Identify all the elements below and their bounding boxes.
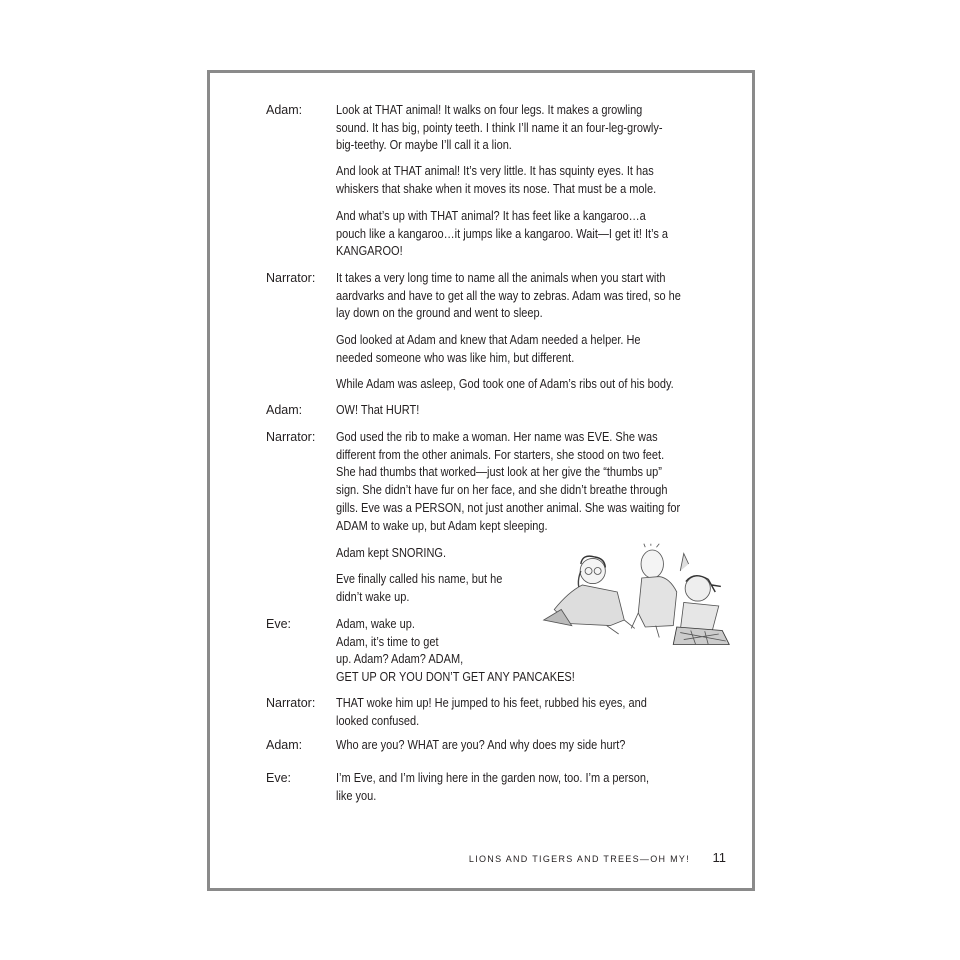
text-line: Eve finally called his name, but he — [336, 572, 503, 586]
dialogue-text — [336, 102, 663, 155]
text-line: THAT woke him up! He jumped to his feet, rubbed his eyes, and — [336, 696, 647, 710]
text-line: It takes a very long time to name all the animals when you start with — [336, 271, 666, 285]
dialogue-text — [336, 571, 502, 606]
text-line: sign. She didn’t have fur on her face, and she didn’t breathe through — [336, 483, 668, 498]
text-line: Who are you? WHAT are you? And why does my side hurt? — [336, 738, 626, 752]
text-line: gills. Eve was a PERSON, not just another animal. She was waiting for — [336, 500, 681, 515]
text-line: sound. It has big, pointy teeth. I think I’ll name it an four-leg-growly- — [336, 120, 663, 135]
dialogue-text — [336, 429, 680, 535]
text-line: God used the rib to make a woman. Her name was EVE. She was — [336, 430, 658, 444]
dialogue-text — [336, 208, 668, 261]
dialogue-text — [336, 545, 446, 563]
text-line: While Adam was asleep, God took one of Adam’s ribs out of his body. — [336, 377, 674, 391]
text-line: Look at THAT animal! It walks on four legs. It makes a growling — [336, 103, 643, 117]
text-line: needed someone who was like him, but different. — [336, 350, 575, 365]
text-line: And what’s up with THAT animal? It has feet like a kangaroo…a — [336, 209, 646, 223]
dialogue-text — [336, 770, 649, 805]
speaker-label: Adam: — [266, 738, 303, 752]
dialogue-text — [336, 616, 575, 687]
text-line: And look at THAT animal! It’s very little. It has squinty eyes. It has — [336, 164, 654, 178]
text-line: pouch like a kangaroo…it jumps like a kangaroo. Wait—I get it! It’s a — [336, 226, 669, 241]
text-line: different from the other animals. For starters, she stood on two feet. — [336, 447, 665, 462]
text-line: KANGAROO! — [336, 244, 403, 259]
speaker-label: Eve: — [266, 617, 292, 631]
running-title: LIONS AND TIGERS AND TREES—OH MY! — [468, 854, 690, 864]
text-line: whiskers that shake when it moves its nose. That must be a mole. — [336, 181, 657, 196]
text-line: big-teethy. Or maybe I’ll call it a lion. — [336, 138, 512, 153]
dialogue-text — [336, 332, 641, 367]
speaker-label: Narrator: — [266, 430, 316, 444]
book-page — [207, 70, 755, 891]
text-line: I’m Eve, and I’m living here in the garden now, too. I’m a person, — [336, 771, 650, 785]
text-line: God looked at Adam and knew that Adam needed a helper. He — [336, 333, 641, 347]
text-line: looked confused. — [336, 713, 420, 728]
speaker-label: Narrator: — [266, 696, 316, 710]
dialogue-text — [336, 163, 656, 198]
text-line: up. Adam? Adam? ADAM, — [336, 652, 464, 667]
text-line: lay down on the ground and went to sleep. — [336, 306, 543, 321]
text-line: Adam, wake up. — [336, 617, 415, 631]
speaker-label: Adam: — [266, 103, 303, 117]
text-line: Adam kept SNORING. — [336, 546, 447, 560]
dialogue-text — [336, 376, 674, 394]
text-line: Adam, it’s time to get — [336, 634, 439, 649]
dialogue-text — [336, 695, 647, 730]
speaker-label: Narrator: — [266, 271, 316, 285]
text-line: GET UP OR YOU DON’T GET ANY PANCAKES! — [336, 670, 575, 685]
page-number: 11 — [712, 850, 726, 865]
text-line: didn’t wake up. — [336, 589, 410, 604]
text-line: like you. — [336, 788, 377, 803]
children-illustration — [540, 543, 740, 648]
text-line: ADAM to wake up, but Adam kept sleeping. — [336, 518, 548, 533]
speaker-label: Adam: — [266, 403, 303, 417]
dialogue-text — [336, 737, 625, 755]
dialogue-text — [336, 270, 681, 323]
speaker-label: Eve: — [266, 771, 292, 785]
text-line: OW! That HURT! — [336, 403, 420, 417]
text-line: aardvarks and have to get all the way to zebras. Adam was tired, so he — [336, 288, 681, 303]
dialogue-text — [336, 402, 419, 420]
text-line: She had thumbs that worked—just look at her give the “thumbs up” — [336, 465, 662, 480]
